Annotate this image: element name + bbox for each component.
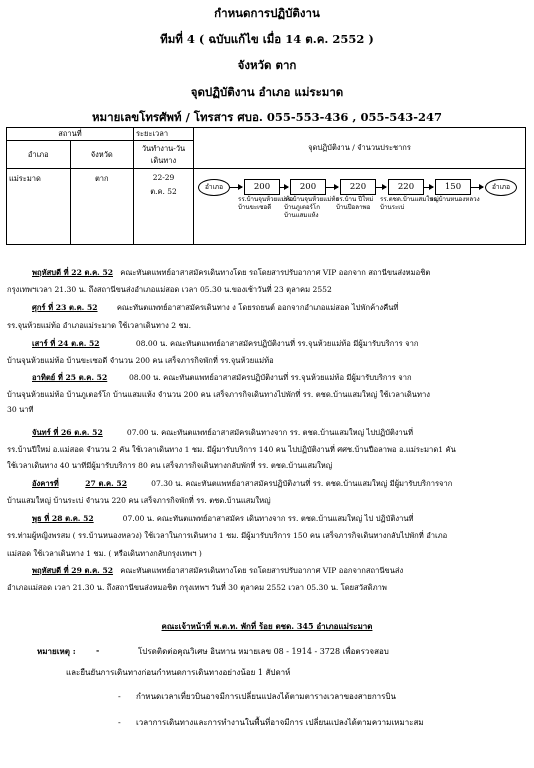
arrow — [376, 187, 386, 188]
arrow — [424, 187, 433, 188]
day-23-line1: คณะทันตแพทย์อาสาสมัครเดินทาง ง โดยรถยนต์ ออกจากอำเภอแม่สอด ไปพักค้างคืนที่ — [116, 303, 399, 312]
day-29-line1: คณะทันตแพทย์อาสาสมัครเดินทางโดย รถโดยสารปรับอากาศ VIP ออกจากสถานีขนส่ง — [120, 566, 404, 575]
count-box-3: 220 — [340, 179, 376, 195]
row-amphoe: แม่ระมาด — [7, 169, 71, 245]
day-27-date2: 27 ต.ค. 52 — [85, 479, 127, 488]
day-29-date: พฤหัสบดี ที่ 29 ต.ค. 52 — [32, 566, 114, 575]
count-box-4: 220 — [388, 179, 424, 195]
schedule-table — [6, 127, 526, 245]
day-22-cont: กรุงเทพฯเวลา 21.30 น. ถึงสถานีขนส่งอำเภอแม่สอด เวลา 05.30 น.ของเช้าวันที่ 23 ตุลาคม 2552 — [7, 285, 332, 294]
count-box-1: 200 — [244, 179, 280, 195]
col-header-amphoe: อำเภอ — [7, 141, 71, 169]
col-header-points: จุดปฏิบัติงาน / จำนวนประชากร — [194, 128, 526, 169]
stop-label-5: รร.บ้านหนองหลวง — [430, 196, 480, 203]
row-days-month: ต.ค. 52 — [150, 187, 177, 196]
day-25 — [32, 372, 412, 384]
end-oval: อำเภอ — [485, 179, 517, 196]
day-23-cont: รร.จุนห้วยแม่ท้อ อำเภอแม่ระมาด ใช้เวลาเดินทาง 2 ชม. — [7, 321, 192, 330]
remark-label: หมายเหตุ : — [37, 646, 76, 656]
day-24-cont: บ้านจุนห้วยแม่ท้อ บ้านขะเซอดี จำนวน 200 คน เสร็จภารกิจพักที่ รร.จุนห้วยแม่ท้อ — [7, 356, 274, 365]
remark-line-2: และยืนยันการเดินทางก่อนกำหนดการเดินทางอย่างน้อย 1 สัปดาห์ — [66, 668, 291, 677]
title-line-3: จังหวัด ตาก — [237, 58, 297, 72]
stop-label-2: รร.บ้านจุนห้วยแม่ท้อ บ้านภูเตอร์โก บ้านแสมแห้ง — [284, 196, 340, 219]
day-28-date: พุธ ที่ 28 ต.ค. 52 — [32, 514, 94, 523]
day-24 — [32, 338, 418, 350]
day-26-cont2: ใช้เวลาเดินทาง 40 นาทีมีผู้มารับบริการ 80 คน เสร็จภารกิจเดินทางกลับพักที่ รร. ตชด.บ้านแสมใหญ่ — [7, 461, 333, 470]
start-oval: อำเภอ — [198, 179, 230, 196]
arrow — [280, 187, 288, 188]
remark-bullet-2: - เวลาการเดินทางและการทำงานในพื้นที่อาจมีการ เปลี่ยนแปลงได้ตามความเหมาะสม — [118, 718, 424, 727]
col-header-days: วันทำงาน-วันเดินทาง — [134, 141, 194, 169]
row-province: ตาก — [70, 169, 134, 245]
day-24-date: เสาร์ ที่ 24 ต.ค. 52 — [32, 339, 100, 348]
day-26-date: จันทร์ ที่ 26 ต.ค. 52 — [32, 428, 103, 437]
day-23-date: ศุกร์ ที่ 23 ต.ค. 52 — [32, 303, 98, 312]
staff-note: คณะเจ้าหน้าที่ พ.ต.ท. พักที่ ร้อย ตชด. 345 อำเภอแม่ระมาด — [161, 621, 373, 631]
title-line-2: ทีมที่ 4 ( ฉบับแก้ไข เมื่อ 14 ต.ค. 2552 ) — [160, 32, 374, 46]
day-23 — [32, 302, 398, 314]
title-line-5: หมายเลขโทรศัพท์ / โทรสาร ศบอ. 055-553-436 , 055-543-247 — [91, 110, 443, 124]
day-25-cont2: 30 นาที — [7, 405, 34, 414]
col-header-place: สถานที่ — [7, 128, 134, 141]
col-header-province: จังหวัด — [70, 141, 134, 169]
dash-bullet: - — [118, 718, 121, 727]
arrow — [471, 187, 483, 188]
day-27-cont: บ้านแสมใหญ่ บ้านระเบ่ จำนวน 220 คน เสร็จภารกิจพักที่ รร. ตชด.บ้านแสมใหญ่ — [7, 496, 271, 505]
count-box-5: 150 — [435, 179, 471, 195]
count-box-2: 200 — [290, 179, 326, 195]
day-26-line1: 07.00 น. คณะทันตแพทย์อาสาสมัครเดินทางจาก รร. ตชด.บ้านแสมใหญ่ ไปปฏิบัติงานที่ — [126, 428, 413, 437]
arrow — [230, 187, 242, 188]
day-22-line1: คณะทันตแพทย์อาสาสมัครเดินทางโดย รถโดยสารปรับอากาศ VIP ออกจาก สถานีขนส่งหมอชิต — [120, 268, 431, 277]
day-25-date: อาทิตย์ ที่ 25 ต.ค. 52 — [32, 373, 108, 382]
day-29-cont: อำเภอแม่สอด เวลา 21.30 น. ถึงสถานีขนส่งหมอชิต กรุงเทพฯ วันที่ 30 ตุลาคม 2552 เวลา 05.30 น. โดยสวัสดิภาพ — [7, 583, 387, 592]
row-days-range: 22-29 — [152, 173, 175, 182]
day-27-date: อังคารที่ — [32, 479, 59, 488]
day-27-line1: 07.30 น. คณะทันตแพทย์อาสาสมัครปฏิบัติงานที่ รร. ตชด.บ้านแสมใหญ่ มีผู้มารับบริการจาก — [151, 479, 453, 488]
day-28-line1: 07.00 น. คณะทันตแพทย์อาสาสมัคร เดินทางจาก รร. ตชด.บ้านแสมใหญ่ ไป ปฏิบัติงานที่ — [122, 514, 414, 523]
remark-dash: - — [96, 645, 100, 655]
day-29 — [32, 565, 403, 577]
arrow — [326, 187, 338, 188]
day-28 — [32, 513, 414, 525]
route-diagram — [194, 169, 526, 245]
day-25-cont: บ้านจุนห้วยแม่ท้อ บ้านภูเตอร์โก บ้านแสมแห้ง จำนวน 200 คน เสร็จภารกิจเดินทางไปพักที่ รร. ตชด.บ้านแสมใหญ่ ใช้เวลาเดินทาง — [7, 390, 430, 399]
day-22-date: พฤหัสบดี ที่ 22 ต.ค. 52 — [32, 268, 114, 277]
day-25-line1: 08.00 น. คณะทันตแพทย์อาสาสมัครปฏิบัติงานที่ รร.จุนห้วยแม่ท้อ มีผู้มารับบริการ จาก — [128, 373, 412, 382]
title-line-4: จุดปฏิบัติงาน อำเภอ แม่ระมาด — [190, 85, 344, 99]
stop-label-4: รร.ตชด.บ้านแสมใหญ่ บ้านระเบ่ — [380, 196, 439, 211]
stop-label-3: รร.บ้าน ปีใหม่ บ้านปือลาพอ — [336, 196, 374, 211]
row-days — [134, 169, 194, 245]
day-26-cont: รร.บ้านปีใหม่ อ.แม่สอด จำนวน 2 คัน ใช้เวลาเดินทาง 1 ชม. มีผู้มารับบริการ 140 คน ไปปฏิบัติงานที่ ศศช.บ้านปือลาพอ อ.แม่ระมาด1 คัน — [7, 445, 456, 454]
remark-line-1: โปรดติดต่อคุณวิเศษ อินทาน หมายเลข 08 - 1914 - 3728 เพื่อตรวจสอบ — [138, 647, 389, 656]
title-line-1: กำหนดการปฏิบัติงาน — [214, 6, 320, 20]
stop-label-1: รร.บ้านจุนห้วยแม่ท้อ บ้านขะเซอดี — [238, 196, 294, 211]
day-28-cont: รร.ท่ามผู้หญิงพรสม ( รร.บ้านหนองหลวง) ใช้เวลาในการเดินทาง 1 ชม. มีผู้มารับบริการ 150 คน เสร็จภารกิจเดินทางกลับไปพักที่ อำเภอ — [7, 531, 448, 540]
day-24-line1: 08.00 น. คณะทันตแพทย์อาสาสมัครปฏิบัติงานที่ รร.จุนห้วยแม่ท้อ มีผู้มารับบริการ จาก — [135, 339, 419, 348]
day-28-cont2: แม่สอด ใช้เวลาเดินทาง 1 ชม. ( หรือเดินทางกลับกรุงเทพฯ ) — [7, 549, 202, 558]
day-27 — [32, 478, 452, 490]
remark-bullet-1: - กำหนดเวลาเที่ยวบินอาจมีการเปลี่ยนแปลงได้ตามตารางเวลาของสายการบิน — [118, 692, 397, 701]
dash-bullet: - — [118, 692, 121, 701]
day-22 — [32, 267, 430, 279]
col-header-time: ระยะเวลา — [134, 128, 194, 141]
day-26 — [32, 427, 413, 439]
